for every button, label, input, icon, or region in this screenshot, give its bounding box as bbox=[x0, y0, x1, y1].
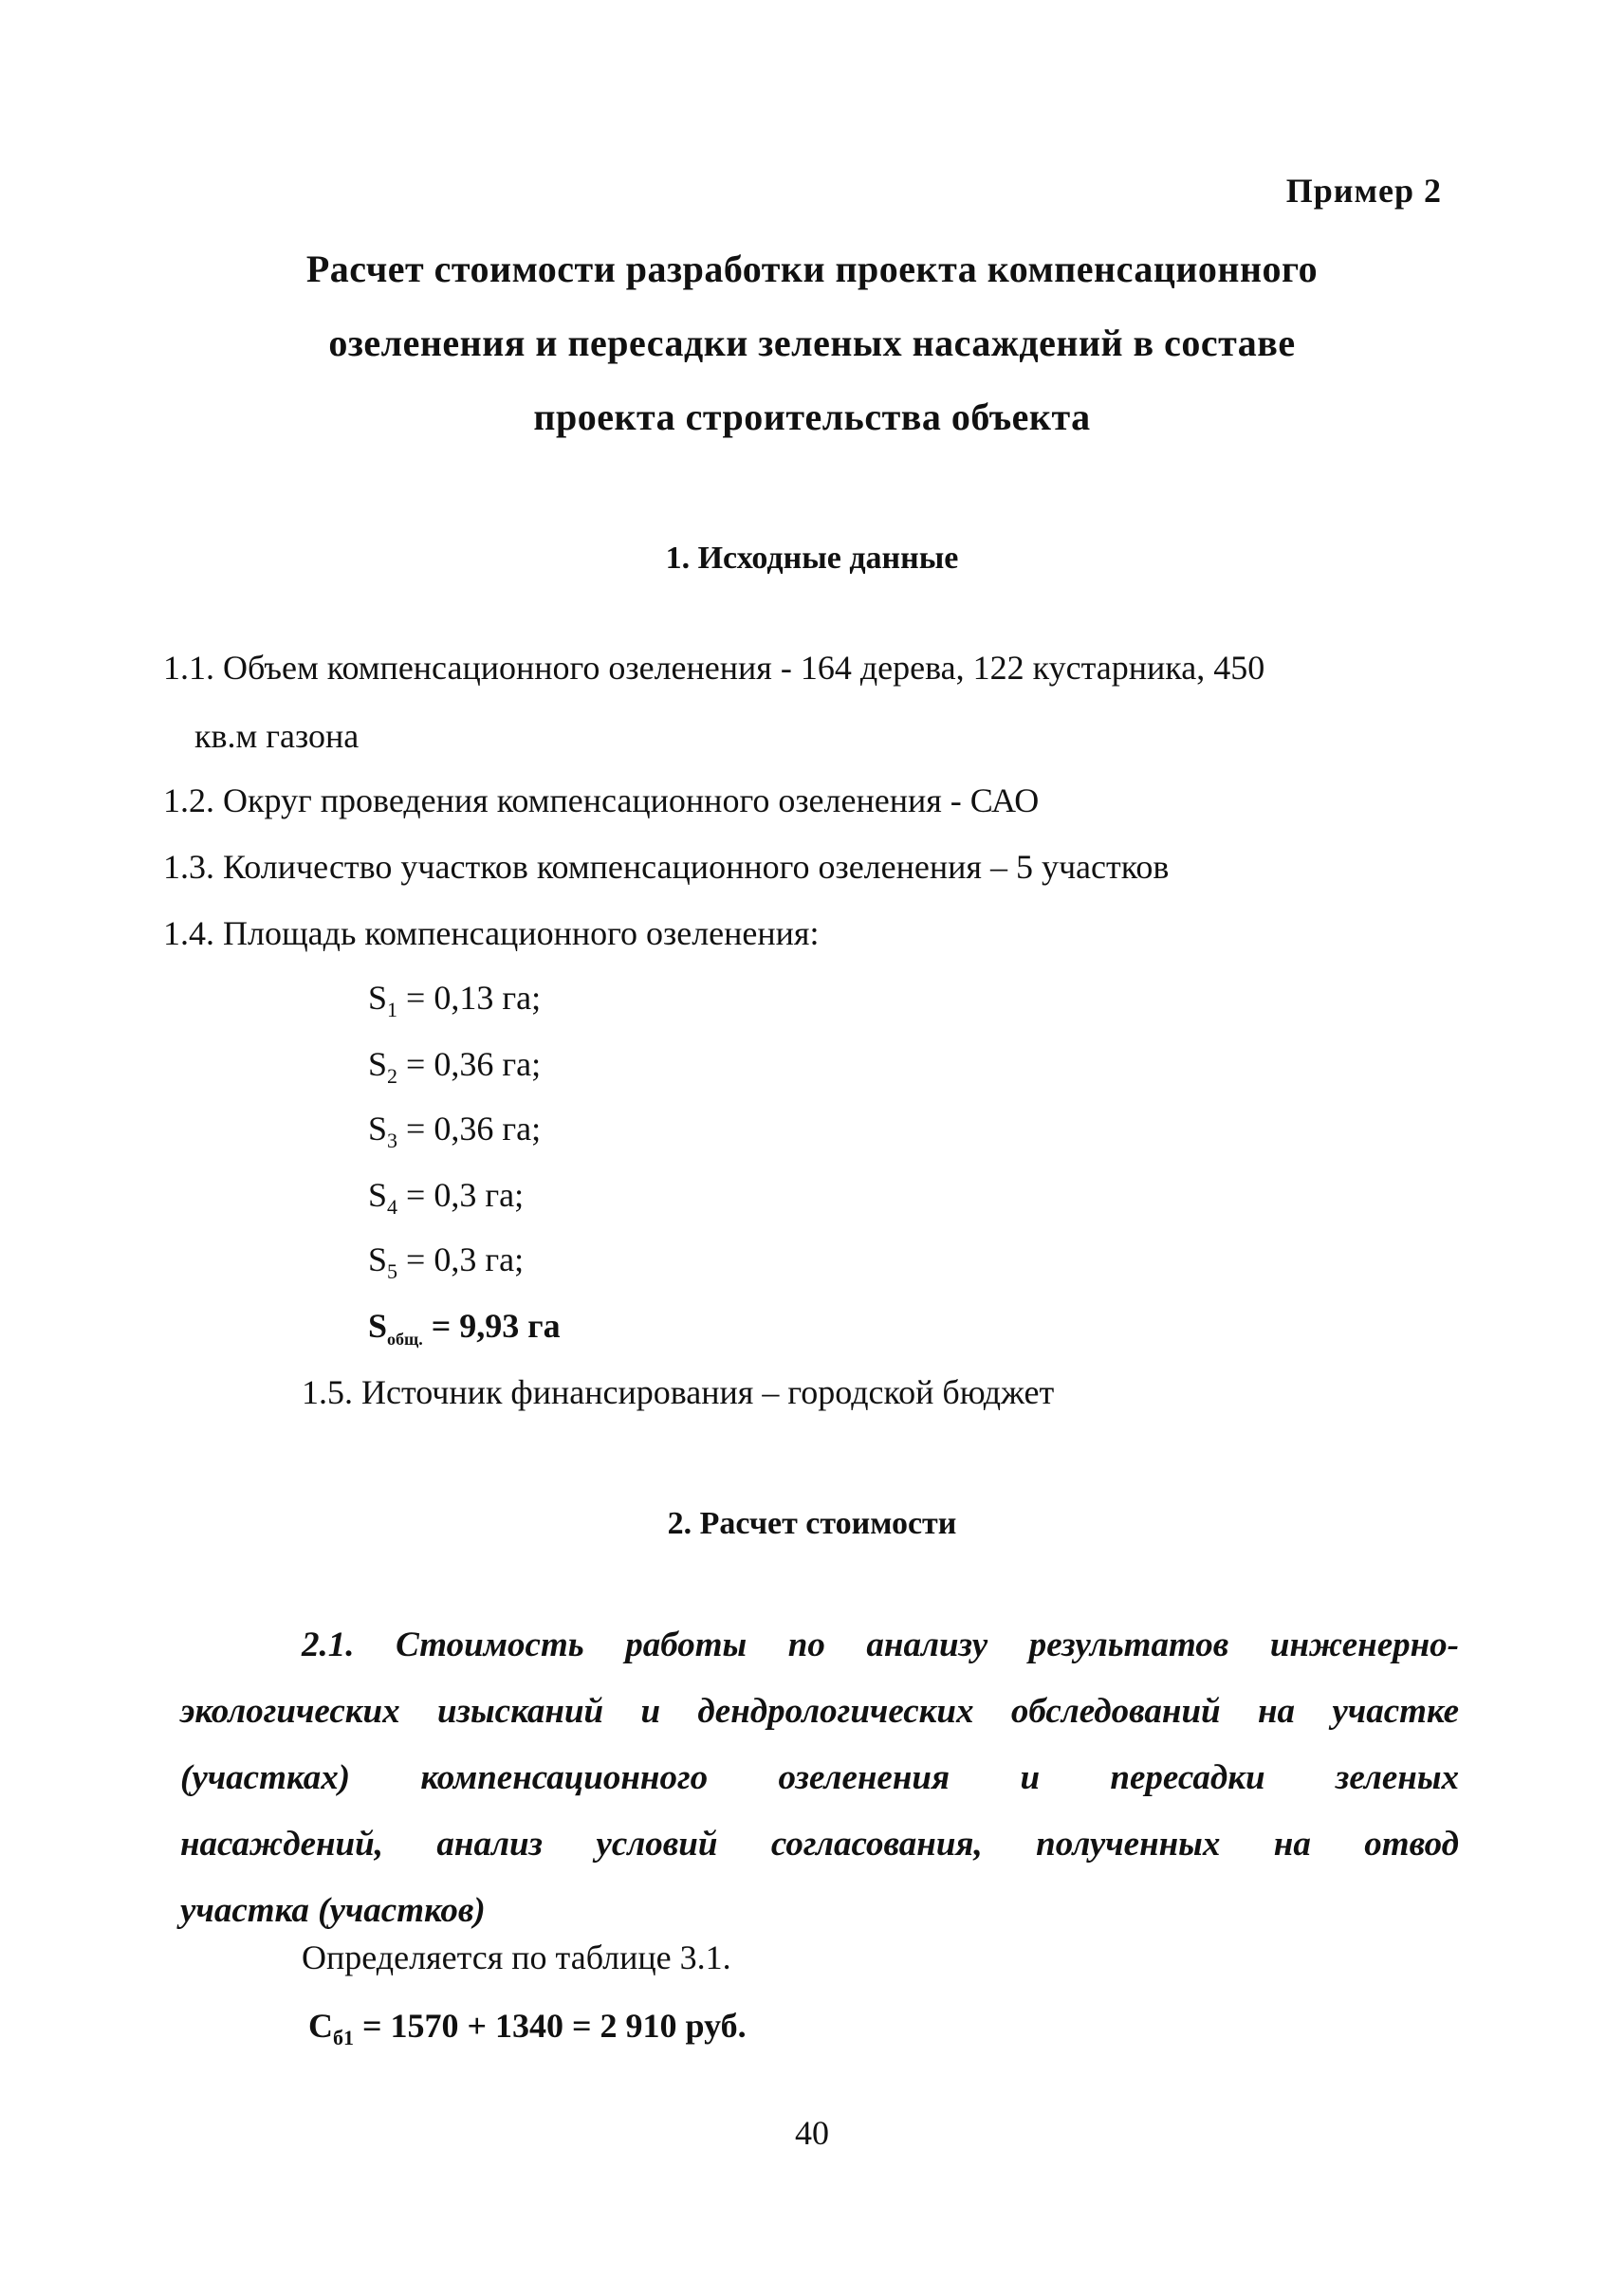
area-total: $S_{общ.} = 9,93$ га bbox=[368, 1307, 561, 1349]
item-1-2: 1.2. Округ проведения компенсационного озеленения - САО bbox=[163, 781, 1040, 819]
area-s3: $S_3 = 0,36$ га; bbox=[368, 1110, 542, 1152]
title-line: проекта строительства объекта bbox=[533, 395, 1091, 438]
item-1-5: 1.5. Источник финансирования – городской бюджет bbox=[302, 1373, 1055, 1411]
item-1-1-line1: 1.1. Объем компенсационного озеленения - 164 дерева, 122 кустарника, 450 bbox=[163, 649, 1265, 687]
section-2-1-heading: 2.1. Стоимость работы по анализу результатов инженерно- экологических изысканий и дендрологических обследований на участке (участках) компенсационного озеленения и пересадки зеленых насаждений, анализ условий согласования, полученных на отвод участка (участков) bbox=[180, 1626, 1459, 1930]
determined-by-text: Определяется по таблице 3.1. bbox=[302, 1938, 731, 1976]
item-1-1-line2: кв.м газона bbox=[194, 717, 360, 755]
area-s1: $S_1 = 0,13$ га; bbox=[368, 979, 542, 1021]
example-label: Пример 2 bbox=[1285, 172, 1442, 210]
area-s4: $S_4 = 0,3$ га; bbox=[368, 1176, 525, 1219]
item-1-3: 1.3. Количество участков компенсационного озеленения – 5 участков bbox=[163, 848, 1170, 886]
area-s2: $S_2 = 0,36$ га; bbox=[368, 1045, 542, 1088]
section-2-heading: 2. Расчет стоимости bbox=[667, 1506, 957, 1541]
title-line: озеленения и пересадки зеленых насаждений в составе bbox=[328, 321, 1296, 364]
title-line: Расчет стоимости разработки проекта компенсационного bbox=[305, 248, 1319, 290]
page-number: 40 bbox=[795, 2114, 829, 2152]
document-title bbox=[142, 232, 1482, 454]
section-1-heading: 1. Исходные данные bbox=[665, 541, 959, 576]
cost-formula: $С_{б1} = 1570 + 1340 = 2$ 910 руб. bbox=[308, 2007, 747, 2049]
item-1-4: 1.4. Площадь компенсационного озеленения: bbox=[163, 914, 820, 952]
area-s5: $S_5 = 0,3$ га; bbox=[368, 1240, 525, 1283]
